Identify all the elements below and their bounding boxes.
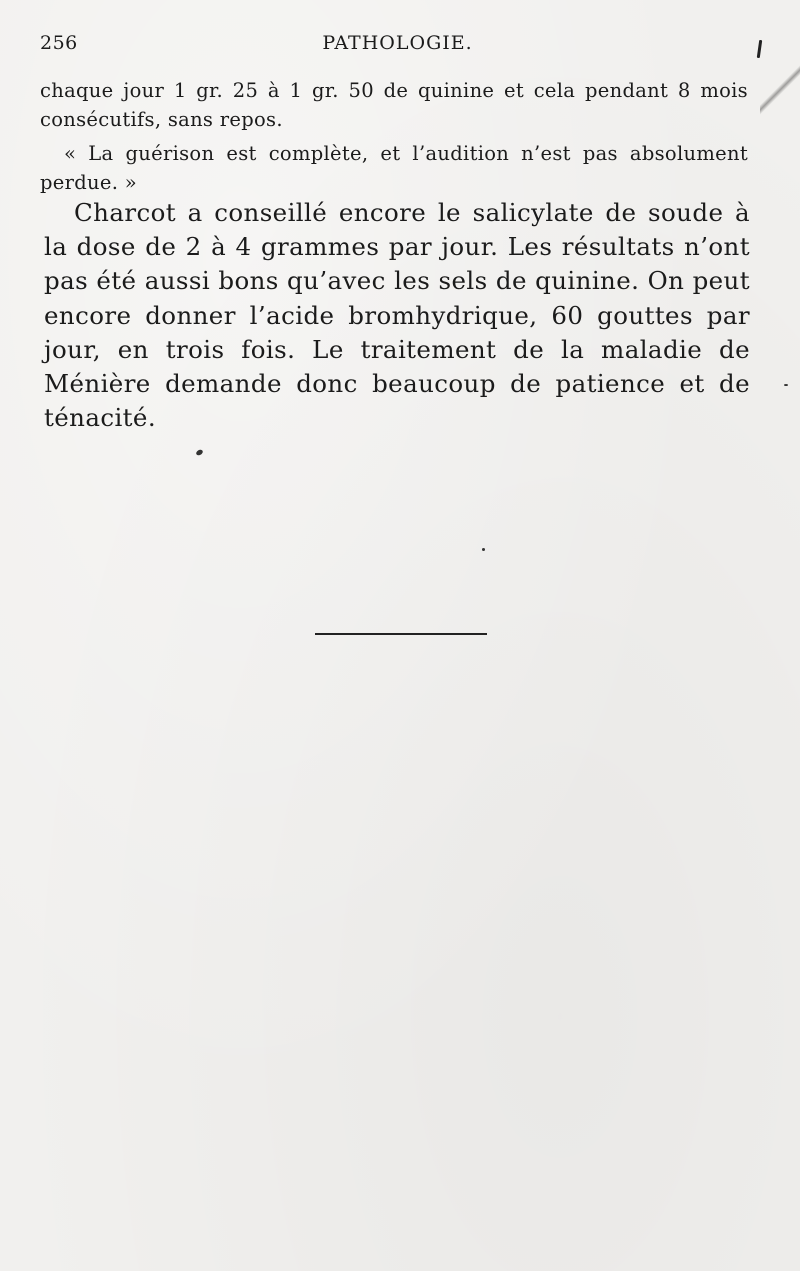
body-paragraph: Charcot a conseillé encore le salicylate de soude à la dose de 2 à 4 grammes par jour. Les résultats n’ont pas été aussi bons qu’avec les sels de quinine. On peut encore donner l’acide bromhydrique, 60 gouttes par jour, en trois fois. Le traitement de la maladie de Ménière demande donc beaucoup de patience et de ténacité.: [44, 198, 750, 433]
page-header: [40, 32, 755, 62]
ink-speck: [482, 548, 485, 551]
quoted-text-block: [40, 76, 748, 197]
page-edge-shadow: [760, 60, 800, 120]
ink-speck: [195, 449, 204, 457]
section-end-rule: [315, 633, 487, 635]
body-text-block: [44, 196, 750, 435]
quote-paragraph-2: « La guérison est complète, et l’audition n’est pas absolument perdue. »: [40, 142, 748, 194]
ink-speck: [784, 384, 788, 386]
margin-mark: [757, 40, 762, 58]
page-number: 256: [40, 32, 78, 54]
quote-paragraph-1: chaque jour 1 gr. 25 à 1 gr. 50 de quinine et cela pendant 8 mois consécutifs, sans repos.: [40, 79, 748, 131]
running-title: PATHOLOGIE.: [322, 32, 473, 54]
